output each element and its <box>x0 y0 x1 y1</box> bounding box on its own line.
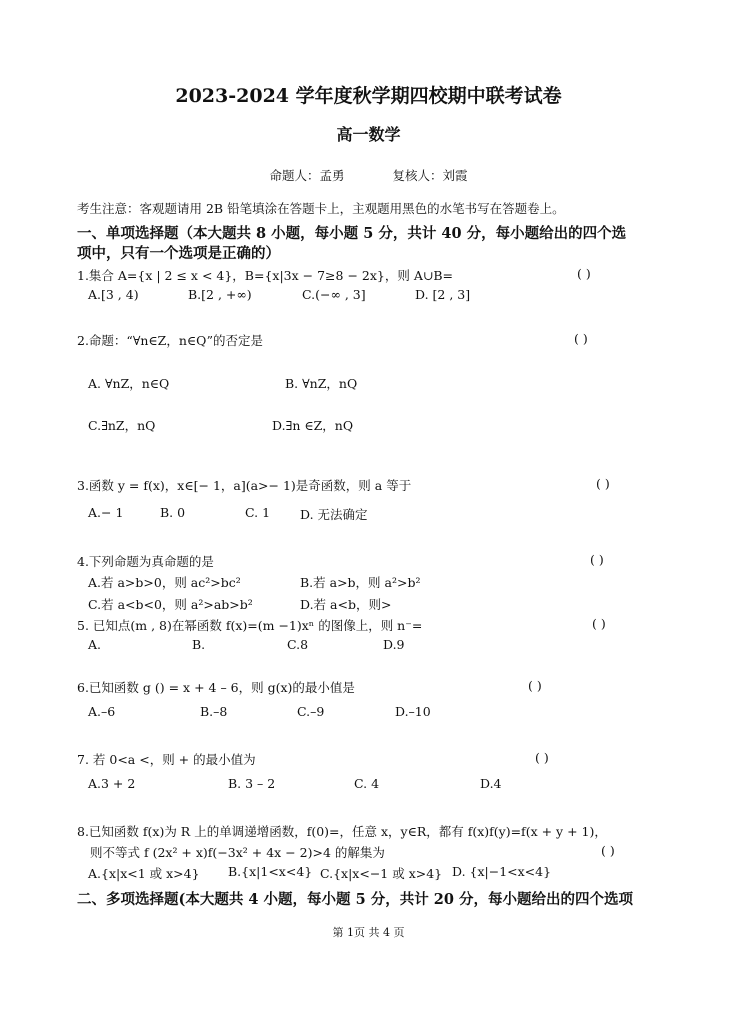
q3-option-b: B. 0 <box>160 505 186 520</box>
author-line <box>0 166 737 184</box>
page-footer: 第 1页 共 4 页 <box>332 926 405 939</box>
q6-stem: 6.已知函数 g () = x + 4 – 6，则 g(x)的最小值是 <box>77 680 355 695</box>
q1-option-c: C.(−∞ , 3] <box>302 287 366 302</box>
q8-option-c: C.{x|x<−1 或 x>4} <box>320 866 443 881</box>
q1-option-d: D. [2 , 3] <box>415 287 471 302</box>
q7-stem: 7. 若 0<a <，则 + 的最小值为 <box>77 752 256 767</box>
q4-stem: 4.下列命题为真命题的是 <box>77 554 214 569</box>
q2-option-b: B. ∀nZ，nQ <box>285 376 358 391</box>
notice: 考生注意：客观题请用 2B 铅笔填涂在答题卡上，主观题用黑色的水笔书写在答题卷上。 <box>77 201 565 216</box>
q4-answer-paren: ( ) <box>590 552 604 567</box>
q6-option-a: A.–6 <box>88 704 116 719</box>
author: 命题人：孟勇 <box>269 168 345 183</box>
q8-option-d: D. {x|−1<x<4} <box>452 864 552 879</box>
reviewer: 复核人：刘霞 <box>392 168 468 183</box>
q1-stem: 1.集合 A={x | 2 ≤ x < 4}，B={x|3x − 7≥8 − 2x}，则 A∪B= <box>77 268 453 283</box>
exam-title: 2023-2024 学年度秋学期四校期中联考试卷 <box>175 85 562 107</box>
q2-stem: 2.命题：“∀n∈Z，n∈Q”的否定是 <box>77 333 264 348</box>
q7-option-c: C. 4 <box>354 776 380 791</box>
q2-option-d: D.∃n ∈Z，nQ <box>272 418 354 433</box>
q8-option-a: A.{x|x<1 或 x>4} <box>88 866 200 881</box>
q8-option-b: B.{x|1<x<4} <box>228 864 313 879</box>
q1-answer-paren: ( ) <box>577 266 591 281</box>
q7-option-b: B. 3 – 2 <box>228 776 276 791</box>
q7-answer-paren: ( ) <box>535 750 549 765</box>
q3-stem: 3.函数 y = f(x)，x∈[− 1，a](a>− 1)是奇函数，则 a 等于 <box>77 478 412 493</box>
q7-option-d: D.4 <box>480 776 502 791</box>
q6-option-c: C.–9 <box>297 704 325 719</box>
q3-answer-paren: ( ) <box>596 476 610 491</box>
q1-option-a: A.[3 , 4) <box>88 287 139 302</box>
q4-option-c: C.若 a<b<0，则 a²>ab>b² <box>88 597 253 612</box>
q8-stem-line2: 则不等式 f (2x² + x)f(−3x² + 4x − 2)>4 的解集为 <box>90 845 385 860</box>
q8-stem: 8.已知函数 f(x)为 R 上的单调递增函数，f(0)=，任意 x，y∈R，都有 f(x)f(y)=f(x + y + 1)， <box>77 824 607 839</box>
section1-heading-line2: 项中，只有一个选项是正确的） <box>77 245 280 262</box>
q8-answer-paren: ( ) <box>601 843 615 858</box>
q4-option-a: A.若 a>b>0，则 ac²>bc² <box>88 575 241 590</box>
q4-option-d: D.若 a<b，则> <box>300 597 392 612</box>
q6-option-b: B.–8 <box>200 704 228 719</box>
q2-option-c: C.∃nZ，nQ <box>88 418 156 433</box>
q5-option-b: B. <box>192 637 206 652</box>
q3-option-d: D. 无法确定 <box>300 507 368 522</box>
q3-option-a: A.− 1 <box>88 505 124 520</box>
q5-answer-paren: ( ) <box>592 616 606 631</box>
exam-subject: 高一数学 <box>336 125 401 144</box>
q5-option-c: C.8 <box>287 637 309 652</box>
q3-option-c: C. 1 <box>245 505 271 520</box>
q5-option-d: D.9 <box>383 637 405 652</box>
q4-option-b: B.若 a>b，则 a²>b² <box>300 575 421 590</box>
q5-option-a: A. <box>88 637 102 652</box>
q6-answer-paren: ( ) <box>528 678 542 693</box>
q1-option-b: B.[2 , +∞) <box>188 287 252 302</box>
section1-heading-line1: 一、单项选择题（本大题共 8 小题，每小题 5 分，共计 40 分，每小题给出的四个选 <box>77 225 627 242</box>
q7-option-a: A.3 + 2 <box>88 776 136 791</box>
q6-option-d: D.–10 <box>395 704 431 719</box>
q5-stem: 5. 已知点(m , 8)在幂函数 f(x)=(m −1)xⁿ 的图像上，则 n⁻= <box>77 618 423 633</box>
q2-option-a: A. ∀nZ，n∈Q <box>88 376 170 391</box>
q2-answer-paren: ( ) <box>574 331 588 346</box>
section2-heading: 二、多项选择题(本大题共 4 小题，每小题 5 分，共计 20 分，每小题给出的四个选项 <box>77 891 634 908</box>
